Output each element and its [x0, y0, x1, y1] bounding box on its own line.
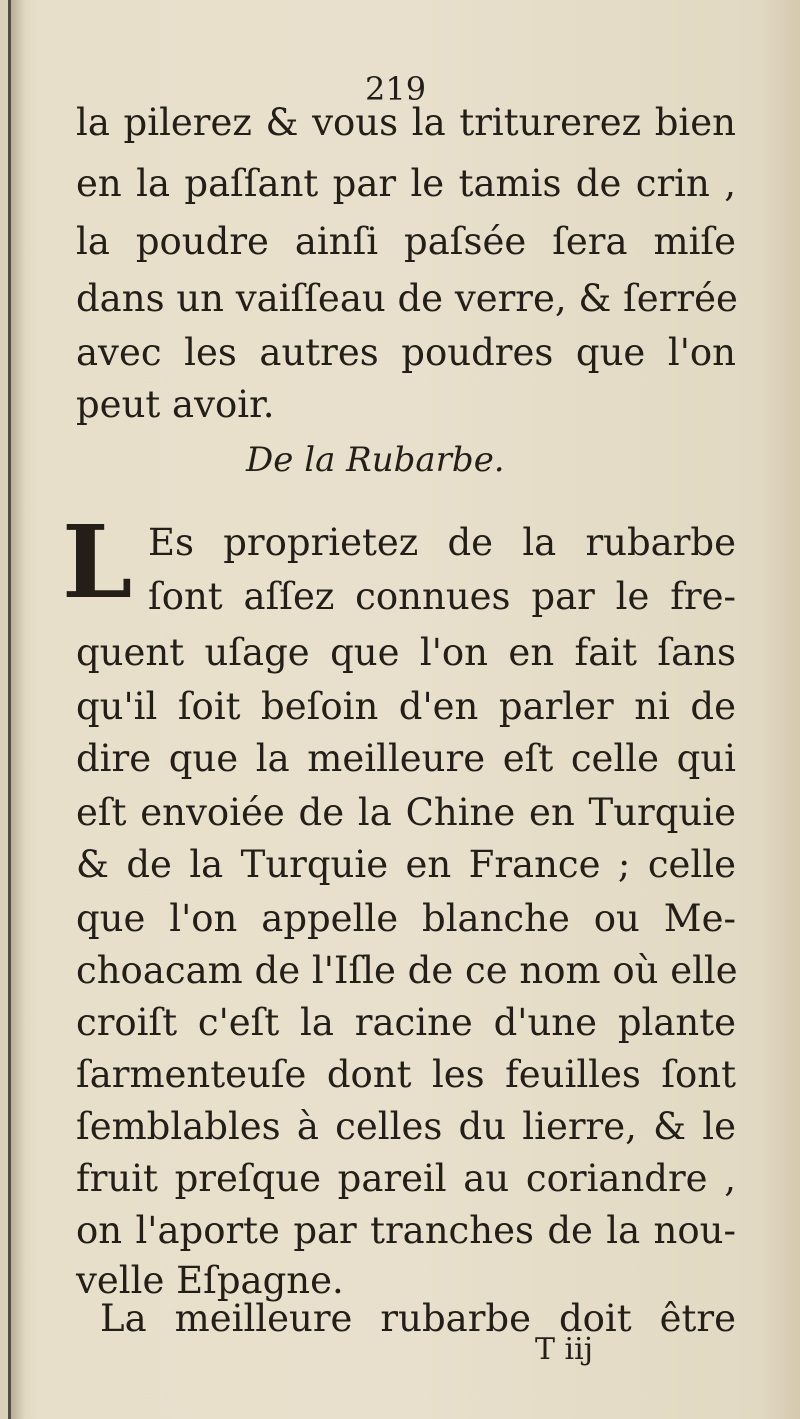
catchword: T iij	[535, 1332, 594, 1367]
section-heading: De la Rubarbe.	[246, 440, 505, 480]
text-line: croiſt c'eſt la racine d'une plante	[76, 1001, 736, 1044]
text-line: ſarmenteuſe dont les feuilles ſont	[76, 1053, 736, 1096]
text-line: dire que la meilleure eſt celle qui	[76, 737, 736, 780]
text-line: ſont aſſez connues par le fre-	[148, 575, 736, 618]
text-line: ſemblables à celles du lierre, & le	[76, 1105, 736, 1148]
text-line: Es proprietez de la rubarbe	[148, 521, 736, 564]
text-line: en la paſſant par le tamis de crin ,	[76, 162, 736, 205]
text-line: la poudre ainſi paſsée ſera miſe	[76, 220, 736, 263]
text-line: que l'on appelle blanche ou Me-	[76, 897, 736, 940]
text-line: avec les autres poudres que l'on	[76, 331, 736, 374]
text-line: dans un vaiſſeau de verre, & ſerrée	[76, 277, 738, 320]
text-line: on l'aporte par tranches de la nou-	[76, 1209, 736, 1252]
text-line: fruit preſque pareil au coriandre ,	[76, 1157, 736, 1200]
text-line: qu'il ſoit beſoin d'en parler ni de	[76, 685, 736, 728]
text-line: La meilleure rubarbe doit être	[100, 1297, 736, 1340]
text-line: la pilerez & vous la triturerez bien	[76, 101, 736, 144]
text-line: choacam de l'Iſle de ce nom où elle	[76, 949, 738, 992]
text-line: quent uſage que l'on en fait ſans	[76, 631, 736, 674]
drop-initial: L	[62, 503, 133, 621]
text-line: velle Eſpagne.	[76, 1259, 344, 1302]
text-line: peut avoir.	[76, 383, 275, 426]
page-number: 219	[365, 70, 427, 108]
text-line: & de la Turquie en France ; celle	[76, 843, 736, 886]
text-line: eſt envoiée de la Chine en Turquie	[76, 791, 736, 834]
